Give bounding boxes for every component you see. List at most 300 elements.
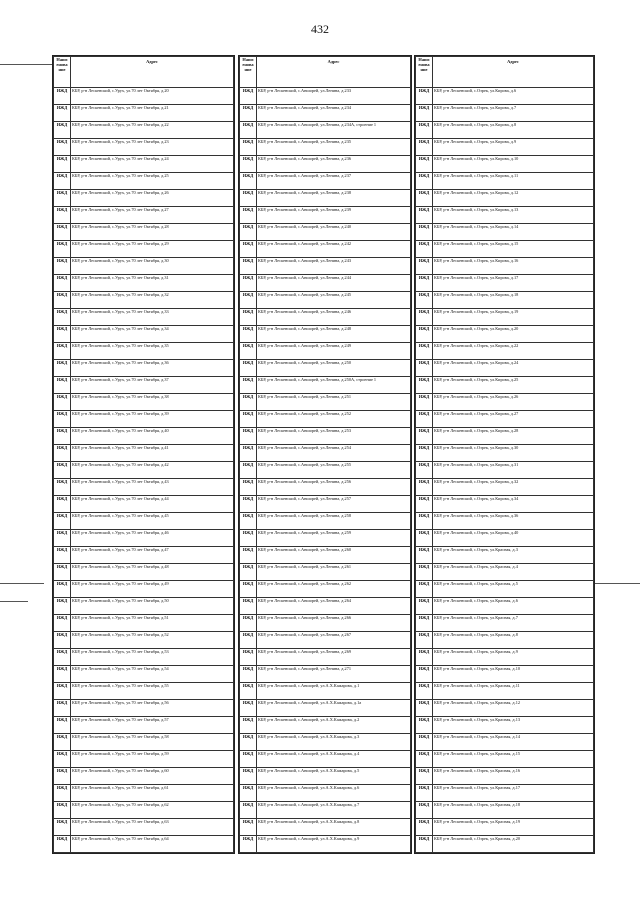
table-row	[54, 275, 234, 292]
table-row	[240, 88, 411, 105]
address-cell: КБР, р-н Лескенский, с.Озрек, ул.Кирова, д.31	[433, 462, 594, 479]
table-row	[416, 836, 594, 853]
table-row	[416, 666, 594, 683]
property-type-cell: ИЖД	[240, 292, 257, 309]
property-type-cell: ИЖД	[240, 479, 257, 496]
property-type-cell: ИЖД	[240, 819, 257, 836]
address-cell: КБР, р-н Лескенский, с.Озрек, ул.Кирова, д.26	[433, 394, 594, 411]
property-type-cell: ИЖД	[54, 258, 71, 275]
address-cell: КБР, р-н Лескенский, с.Озрек, ул.Красная, д.5	[433, 581, 594, 598]
property-type-cell: ИЖД	[54, 377, 71, 394]
table-row	[240, 751, 411, 768]
property-type-cell: ИЖД	[240, 836, 257, 853]
table-row	[416, 513, 594, 530]
address-cell: КБР, р-н Лескенский, с.Аншорей, ул.А.Х.Кажарова, д.6	[257, 785, 411, 802]
property-type-cell: ИЖД	[54, 411, 71, 428]
address-cell: КБР, р-н Лескенский, с.Озрек, ул.Красная, д.8	[433, 632, 594, 649]
property-type-cell: ИЖД	[240, 615, 257, 632]
property-type-cell: ИЖД	[416, 615, 433, 632]
table-row	[416, 496, 594, 513]
property-type-cell: ИЖД	[240, 275, 257, 292]
property-type-cell: ИЖД	[240, 377, 257, 394]
address-cell: КБР, р-н Лескенский, с.Урух, ул.70 лет Октября, д.63	[71, 819, 234, 836]
address-cell: КБР, р-н Лескенский, с.Урух, ул.70 лет Октября, д.50	[71, 598, 234, 615]
address-cell: КБР, р-н Лескенский, с.Аншорей, ул.Ленина, д.237	[257, 173, 411, 190]
property-type-cell: ИЖД	[240, 360, 257, 377]
address-cell: КБР, р-н Лескенский, с.Озрек, ул.Кирова, д.11	[433, 173, 594, 190]
table-row	[240, 683, 411, 700]
table-row	[54, 802, 234, 819]
property-type-cell: ИЖД	[416, 360, 433, 377]
property-type-cell: ИЖД	[54, 139, 71, 156]
address-cell: КБР, р-н Лескенский, с.Урух, ул.70 лет Октября, д.21	[71, 105, 234, 122]
address-table-left	[52, 55, 235, 854]
address-cell: КБР, р-н Лескенский, с.Урух, ул.70 лет Октября, д.42	[71, 462, 234, 479]
address-cell: КБР, р-н Лескенский, с.Урух, ул.70 лет Октября, д.29	[71, 241, 234, 258]
table-row	[54, 292, 234, 309]
property-type-cell: ИЖД	[416, 581, 433, 598]
property-type-cell: ИЖД	[54, 615, 71, 632]
table-row	[240, 717, 411, 734]
table-row	[54, 343, 234, 360]
margin-mark	[0, 583, 44, 584]
table-row	[54, 139, 234, 156]
property-type-cell: ИЖД	[54, 802, 71, 819]
table-row	[240, 139, 411, 156]
table-row	[240, 547, 411, 564]
property-type-cell: ИЖД	[54, 445, 71, 462]
table-row	[240, 224, 411, 241]
table-row	[240, 445, 411, 462]
table-row	[240, 649, 411, 666]
table-row	[54, 122, 234, 139]
table-row	[416, 428, 594, 445]
property-type-cell: ИЖД	[54, 683, 71, 700]
address-cell: КБР, р-н Лескенский, с.Озрек, ул.Красная, д.13	[433, 717, 594, 734]
property-type-cell: ИЖД	[240, 343, 257, 360]
address-cell: КБР, р-н Лескенский, с.Аншорей, ул.Ленина, д.254	[257, 445, 411, 462]
table-row	[416, 649, 594, 666]
address-cell: КБР, р-н Лескенский, с.Озрек, ул.Красная, д.20	[433, 836, 594, 853]
address-cell: КБР, р-н Лескенский, с.Озрек, ул.Красная, д.6	[433, 598, 594, 615]
address-cell: КБР, р-н Лескенский, с.Урух, ул.70 лет Октября, д.35	[71, 343, 234, 360]
address-cell: КБР, р-н Лескенский, с.Озрек, ул.Кирова, д.9	[433, 139, 594, 156]
property-type-cell: ИЖД	[54, 836, 71, 853]
table-row	[416, 734, 594, 751]
table-row	[54, 581, 234, 598]
table-row	[240, 343, 411, 360]
address-cell: КБР, р-н Лескенский, с.Урух, ул.70 лет Октября, д.61	[71, 785, 234, 802]
table-row	[416, 394, 594, 411]
property-type-cell: ИЖД	[416, 207, 433, 224]
table-row	[416, 241, 594, 258]
address-cell: КБР, р-н Лескенский, с.Урух, ул.70 лет Октября, д.59	[71, 751, 234, 768]
table-row	[240, 105, 411, 122]
address-cell: КБР, р-н Лескенский, с.Озрек, ул.Кирова, д.28	[433, 428, 594, 445]
address-cell: КБР, р-н Лескенский, с.Урух, ул.70 лет Октября, д.34	[71, 326, 234, 343]
property-type-cell: ИЖД	[54, 343, 71, 360]
table-row	[240, 666, 411, 683]
address-cell: КБР, р-н Лескенский, с.Урух, ул.70 лет Октября, д.32	[71, 292, 234, 309]
table-row	[240, 819, 411, 836]
address-cell: КБР, р-н Лескенский, с.Озрек, ул.Кирова, д.13	[433, 207, 594, 224]
address-cell: КБР, р-н Лескенский, с.Озрек, ул.Красная, д.10	[433, 666, 594, 683]
address-cell: КБР, р-н Лескенский, с.Аншорей, ул.Ленина, д.252	[257, 411, 411, 428]
address-cell: КБР, р-н Лескенский, с.Урух, ул.70 лет Октября, д.57	[71, 717, 234, 734]
property-type-cell: ИЖД	[54, 479, 71, 496]
property-type-cell: ИЖД	[54, 241, 71, 258]
property-type-cell: ИЖД	[416, 462, 433, 479]
table-row	[240, 292, 411, 309]
address-cell: КБР, р-н Лескенский, с.Озрек, ул.Кирова, д.40	[433, 530, 594, 547]
property-type-cell: ИЖД	[416, 717, 433, 734]
property-type-cell: ИЖД	[54, 394, 71, 411]
property-type-cell: ИЖД	[54, 224, 71, 241]
address-cell: КБР, р-н Лескенский, с.Урух, ул.70 лет Октября, д.53	[71, 649, 234, 666]
address-cell: КБР, р-н Лескенский, с.Озрек, ул.Кирова, д.14	[433, 224, 594, 241]
property-type-cell: ИЖД	[416, 173, 433, 190]
address-cell: КБР, р-н Лескенский, с.Урух, ул.70 лет Октября, д.45	[71, 513, 234, 530]
address-cell: КБР, р-н Лескенский, с.Озрек, ул.Красная, д.11	[433, 683, 594, 700]
address-cell: КБР, р-н Лескенский, с.Озрек, ул.Кирова, д.16	[433, 258, 594, 275]
property-type-cell: ИЖД	[54, 292, 71, 309]
table-row	[54, 819, 234, 836]
address-cell: КБР, р-н Лескенский, с.Аншорей, ул.Ленина, д.235	[257, 139, 411, 156]
address-cell: КБР, р-н Лескенский, с.Озрек, ул.Красная, д.9	[433, 649, 594, 666]
address-cell: КБР, р-н Лескенский, с.Аншорей, ул.Ленина, д.248	[257, 326, 411, 343]
property-type-cell: ИЖД	[416, 377, 433, 394]
property-type-cell: ИЖД	[54, 275, 71, 292]
table-row	[240, 156, 411, 173]
property-type-cell: ИЖД	[240, 751, 257, 768]
address-cell: КБР, р-н Лескенский, с.Аншорей, ул.Ленина, д.245	[257, 292, 411, 309]
address-header: Адрес	[71, 57, 234, 88]
address-cell: КБР, р-н Лескенский, с.Урух, ул.70 лет Октября, д.39	[71, 411, 234, 428]
table-row	[54, 394, 234, 411]
address-cell: КБР, р-н Лескенский, с.Аншорей, ул.Ленина, д.260	[257, 547, 411, 564]
address-cell: КБР, р-н Лескенский, с.Аншорей, ул.Ленина, д.236	[257, 156, 411, 173]
address-cell: КБР, р-н Лескенский, с.Озрек, ул.Кирова, д.34	[433, 496, 594, 513]
table-row	[416, 462, 594, 479]
table-row	[240, 632, 411, 649]
table-row	[416, 768, 594, 785]
table-row	[54, 751, 234, 768]
property-type-cell: ИЖД	[240, 428, 257, 445]
table-row	[54, 700, 234, 717]
table-row	[416, 530, 594, 547]
property-type-cell: ИЖД	[240, 530, 257, 547]
table-row	[240, 462, 411, 479]
table-row	[240, 360, 411, 377]
address-cell: КБР, р-н Лескенский, с.Урух, ул.70 лет Октября, д.49	[71, 581, 234, 598]
property-type-cell: ИЖД	[240, 632, 257, 649]
property-type-cell: ИЖД	[240, 513, 257, 530]
table-row	[54, 479, 234, 496]
property-type-cell: ИЖД	[240, 717, 257, 734]
property-type-cell: ИЖД	[54, 496, 71, 513]
property-type-cell: ИЖД	[240, 785, 257, 802]
property-type-cell: ИЖД	[416, 156, 433, 173]
address-cell: КБР, р-н Лескенский, с.Урух, ул.70 лет Октября, д.58	[71, 734, 234, 751]
property-type-cell: ИЖД	[240, 700, 257, 717]
property-type-cell: ИЖД	[240, 598, 257, 615]
property-type-cell: ИЖД	[54, 751, 71, 768]
property-type-cell: ИЖД	[54, 207, 71, 224]
table-row	[54, 377, 234, 394]
table-row	[240, 428, 411, 445]
address-cell: КБР, р-н Лескенский, с.Озрек, ул.Кирова, д.30	[433, 445, 594, 462]
address-cell: КБР, р-н Лескенский, с.Озрек, ул.Кирова, д.19	[433, 309, 594, 326]
property-type-cell: ИЖД	[240, 462, 257, 479]
address-cell: КБР, р-н Лескенский, с.Озрек, ул.Кирова, д.15	[433, 241, 594, 258]
address-cell: КБР, р-н Лескенский, с.Аншорей, ул.Ленина, д.243	[257, 258, 411, 275]
property-type-cell: ИЖД	[54, 768, 71, 785]
property-type-cell: ИЖД	[416, 547, 433, 564]
property-type-cell: ИЖД	[416, 564, 433, 581]
property-type-cell: ИЖД	[416, 224, 433, 241]
property-type-cell: ИЖД	[54, 785, 71, 802]
address-cell: КБР, р-н Лескенский, с.Озрек, ул.Красная, д.4	[433, 564, 594, 581]
property-type-cell: ИЖД	[54, 326, 71, 343]
property-type-cell: ИЖД	[240, 139, 257, 156]
address-cell: КБР, р-н Лескенский, с.Озрек, ул.Кирова, д.20	[433, 326, 594, 343]
property-type-cell: ИЖД	[416, 445, 433, 462]
address-cell: КБР, р-н Лескенский, с.Аншорей, ул.Ленина, д.271	[257, 666, 411, 683]
property-type-cell: ИЖД	[54, 360, 71, 377]
address-cell: КБР, р-н Лескенский, с.Аншорей, ул.Ленина, д.246	[257, 309, 411, 326]
address-cell: КБР, р-н Лескенский, с.Аншорей, ул.Ленина, д.267	[257, 632, 411, 649]
property-type-cell: ИЖД	[54, 173, 71, 190]
property-type-cell: ИЖД	[416, 428, 433, 445]
margin-mark	[593, 583, 640, 584]
table-row	[240, 581, 411, 598]
property-type-cell: ИЖД	[416, 649, 433, 666]
property-type-cell: ИЖД	[240, 496, 257, 513]
address-cell: КБР, р-н Лескенский, с.Урух, ул.70 лет Октября, д.47	[71, 547, 234, 564]
address-cell: КБР, р-н Лескенский, с.Урух, ул.70 лет Октября, д.22	[71, 122, 234, 139]
property-type-cell: ИЖД	[240, 326, 257, 343]
table-row	[416, 343, 594, 360]
table-row	[416, 632, 594, 649]
address-cell: КБР, р-н Лескенский, с.Урух, ул.70 лет Октября, д.33	[71, 309, 234, 326]
address-cell: КБР, р-н Лескенский, с.Урух, ул.70 лет Октября, д.62	[71, 802, 234, 819]
property-type-cell: ИЖД	[54, 309, 71, 326]
table-row	[54, 615, 234, 632]
table-row	[416, 190, 594, 207]
property-type-cell: ИЖД	[416, 411, 433, 428]
address-cell: КБР, р-н Лескенский, с.Озрек, ул.Красная, д.17	[433, 785, 594, 802]
property-type-cell: ИЖД	[240, 564, 257, 581]
property-type-cell: ИЖД	[54, 819, 71, 836]
property-type-cell: ИЖД	[54, 513, 71, 530]
property-type-cell: ИЖД	[416, 530, 433, 547]
table-row	[240, 836, 411, 853]
property-type-cell: ИЖД	[416, 802, 433, 819]
table-row	[416, 411, 594, 428]
address-cell: КБР, р-н Лескенский, с.Озрек, ул.Красная, д.7	[433, 615, 594, 632]
table-row	[54, 258, 234, 275]
property-type-cell: ИЖД	[54, 581, 71, 598]
address-cell: КБР, р-н Лескенский, с.Озрек, ул.Кирова, д.25	[433, 377, 594, 394]
margin-mark	[0, 64, 54, 65]
address-cell: КБР, р-н Лескенский, с.Урух, ул.70 лет Октября, д.38	[71, 394, 234, 411]
address-cell: КБР, р-н Лескенский, с.Озрек, ул.Кирова, д.7	[433, 105, 594, 122]
property-type-cell: ИЖД	[416, 122, 433, 139]
table-row	[54, 462, 234, 479]
address-cell: КБР, р-н Лескенский, с.Урух, ул.70 лет Октября, д.60	[71, 768, 234, 785]
address-cell: КБР, р-н Лескенский, с.Аншорей, ул.Ленина, д.266	[257, 615, 411, 632]
table-row	[54, 326, 234, 343]
address-cell: КБР, р-н Лескенский, с.Урух, ул.70 лет Октября, д.52	[71, 632, 234, 649]
property-type-cell: ИЖД	[240, 241, 257, 258]
property-type-cell: ИЖД	[54, 734, 71, 751]
property-type-cell: ИЖД	[240, 309, 257, 326]
address-cell: КБР, р-н Лескенский, с.Аншорей, ул.Ленина, д.238	[257, 190, 411, 207]
address-cell: КБР, р-н Лескенский, с.Аншорей, ул.Ленина, д.261	[257, 564, 411, 581]
property-type-cell: ИЖД	[240, 581, 257, 598]
table-row	[54, 411, 234, 428]
table-row	[54, 530, 234, 547]
page-number: 432	[311, 22, 329, 36]
property-type-cell: ИЖД	[416, 734, 433, 751]
property-type-cell: ИЖД	[54, 564, 71, 581]
table-row	[416, 615, 594, 632]
table-row	[240, 309, 411, 326]
property-type-cell: ИЖД	[416, 258, 433, 275]
table-row	[416, 479, 594, 496]
table-row	[416, 309, 594, 326]
type-header: Наим енова ние	[240, 57, 257, 88]
address-cell: КБР, р-н Лескенский, с.Урух, ул.70 лет Октября, д.46	[71, 530, 234, 547]
table-row	[54, 564, 234, 581]
property-type-cell: ИЖД	[416, 751, 433, 768]
address-cell: КБР, р-н Лескенский, с.Озрек, ул.Красная, д.16	[433, 768, 594, 785]
property-type-cell: ИЖД	[54, 190, 71, 207]
property-type-cell: ИЖД	[54, 462, 71, 479]
address-cell: КБР, р-н Лескенский, с.Озрек, ул.Кирова, д.18	[433, 292, 594, 309]
table-row	[54, 309, 234, 326]
table-row	[240, 496, 411, 513]
address-cell: КБР, р-н Лескенский, с.Аншорей, ул.Ленина, д.242	[257, 241, 411, 258]
table-row	[54, 190, 234, 207]
address-table-middle	[238, 55, 412, 854]
address-cell: КБР, р-н Лескенский, с.Озрек, ул.Кирова, д.8	[433, 122, 594, 139]
table-row	[240, 207, 411, 224]
table-row	[240, 377, 411, 394]
address-cell: КБР, р-н Лескенский, с.Аншорей, ул.А.Х.Кажарова, д.7	[257, 802, 411, 819]
property-type-cell: ИЖД	[416, 836, 433, 853]
address-cell: КБР, р-н Лескенский, с.Озрек, ул.Кирова, д.24	[433, 360, 594, 377]
property-type-cell: ИЖД	[240, 207, 257, 224]
address-cell: КБР, р-н Лескенский, с.Озрек, ул.Кирова, д.17	[433, 275, 594, 292]
property-type-cell: ИЖД	[416, 496, 433, 513]
address-cell: КБР, р-н Лескенский, с.Урух, ул.70 лет Октября, д.64	[71, 836, 234, 853]
property-type-cell: ИЖД	[416, 768, 433, 785]
property-type-cell: ИЖД	[240, 173, 257, 190]
property-type-cell: ИЖД	[416, 394, 433, 411]
table-row	[416, 445, 594, 462]
table-row	[240, 411, 411, 428]
table-row	[240, 700, 411, 717]
address-cell: КБР, р-н Лескенский, с.Урух, ул.70 лет Октября, д.31	[71, 275, 234, 292]
table-row	[54, 105, 234, 122]
address-cell: КБР, р-н Лескенский, с.Урух, ул.70 лет Октября, д.41	[71, 445, 234, 462]
address-cell: КБР, р-н Лескенский, с.Озрек, ул.Красная, д.15	[433, 751, 594, 768]
table-row	[416, 598, 594, 615]
property-type-cell: ИЖД	[416, 683, 433, 700]
address-cell: КБР, р-н Лескенский, с.Аншорей, ул.А.Х.Кажарова, д.2	[257, 717, 411, 734]
table-row	[416, 802, 594, 819]
table-row	[416, 326, 594, 343]
address-cell: КБР, р-н Лескенский, с.Озрек, ул.Кирова, д.27	[433, 411, 594, 428]
address-cell: КБР, р-н Лескенский, с.Аншорей, ул.Ленина, д.256	[257, 479, 411, 496]
property-type-cell: ИЖД	[54, 122, 71, 139]
property-type-cell: ИЖД	[416, 190, 433, 207]
table-row	[240, 173, 411, 190]
address-cell: КБР, р-н Лескенский, с.Аншорей, ул.Ленина, д.257	[257, 496, 411, 513]
table-row	[240, 615, 411, 632]
address-cell: КБР, р-н Лескенский, с.Урух, ул.70 лет Октября, д.56	[71, 700, 234, 717]
table-row	[416, 275, 594, 292]
address-cell: КБР, р-н Лескенский, с.Урух, ул.70 лет Октября, д.26	[71, 190, 234, 207]
property-type-cell: ИЖД	[416, 479, 433, 496]
address-header: Адрес	[433, 57, 594, 88]
property-type-cell: ИЖД	[54, 547, 71, 564]
address-cell: КБР, р-н Лескенский, с.Аншорей, ул.Ленина, д.250	[257, 360, 411, 377]
address-cell: КБР, р-н Лескенский, с.Аншорей, ул.Ленина, д.234А, строение 1	[257, 122, 411, 139]
table-row	[416, 139, 594, 156]
table-row	[54, 632, 234, 649]
address-cell: КБР, р-н Лескенский, с.Урух, ул.70 лет Октября, д.36	[71, 360, 234, 377]
table-row	[240, 190, 411, 207]
address-cell: КБР, р-н Лескенский, с.Аншорей, ул.Ленина, д.250А, строение 1	[257, 377, 411, 394]
address-cell: КБР, р-н Лескенский, с.Аншорей, ул.Ленина, д.249	[257, 343, 411, 360]
address-cell: КБР, р-н Лескенский, с.Аншорей, ул.Ленина, д.253	[257, 428, 411, 445]
address-cell: КБР, р-н Лескенский, с.Озрек, ул.Красная, д.14	[433, 734, 594, 751]
address-cell: КБР, р-н Лескенский, с.Аншорей, ул.Ленина, д.240	[257, 224, 411, 241]
address-cell: КБР, р-н Лескенский, с.Урух, ул.70 лет Октября, д.23	[71, 139, 234, 156]
property-type-cell: ИЖД	[416, 241, 433, 258]
table-row	[54, 836, 234, 853]
table-row	[54, 88, 234, 105]
property-type-cell: ИЖД	[416, 326, 433, 343]
table-row	[416, 377, 594, 394]
table-row	[416, 683, 594, 700]
table-row	[54, 547, 234, 564]
table-row	[416, 105, 594, 122]
address-cell: КБР, р-н Лескенский, с.Озрек, ул.Кирова, д.6	[433, 88, 594, 105]
table-row	[416, 173, 594, 190]
table-row	[416, 564, 594, 581]
table-row	[240, 241, 411, 258]
table-row	[54, 428, 234, 445]
property-type-cell: ИЖД	[416, 88, 433, 105]
property-type-cell: ИЖД	[240, 190, 257, 207]
address-cell: КБР, р-н Лескенский, с.Урух, ул.70 лет Октября, д.25	[71, 173, 234, 190]
table-row	[240, 326, 411, 343]
table-row	[240, 598, 411, 615]
property-type-cell: ИЖД	[240, 224, 257, 241]
property-type-cell: ИЖД	[416, 700, 433, 717]
address-cell: КБР, р-н Лескенский, с.Аншорей, ул.Ленина, д.233	[257, 88, 411, 105]
address-cell: КБР, р-н Лескенский, с.Аншорей, ул.А.Х.Кажарова, д.1	[257, 683, 411, 700]
address-cell: КБР, р-н Лескенский, с.Аншорей, ул.Ленина, д.244	[257, 275, 411, 292]
table-row	[416, 717, 594, 734]
address-cell: КБР, р-н Лескенский, с.Аншорей, ул.Ленина, д.251	[257, 394, 411, 411]
address-cell: КБР, р-н Лескенский, с.Урух, ул.70 лет Октября, д.54	[71, 666, 234, 683]
address-cell: КБР, р-н Лескенский, с.Аншорей, ул.Ленина, д.264	[257, 598, 411, 615]
margin-mark	[0, 601, 28, 602]
